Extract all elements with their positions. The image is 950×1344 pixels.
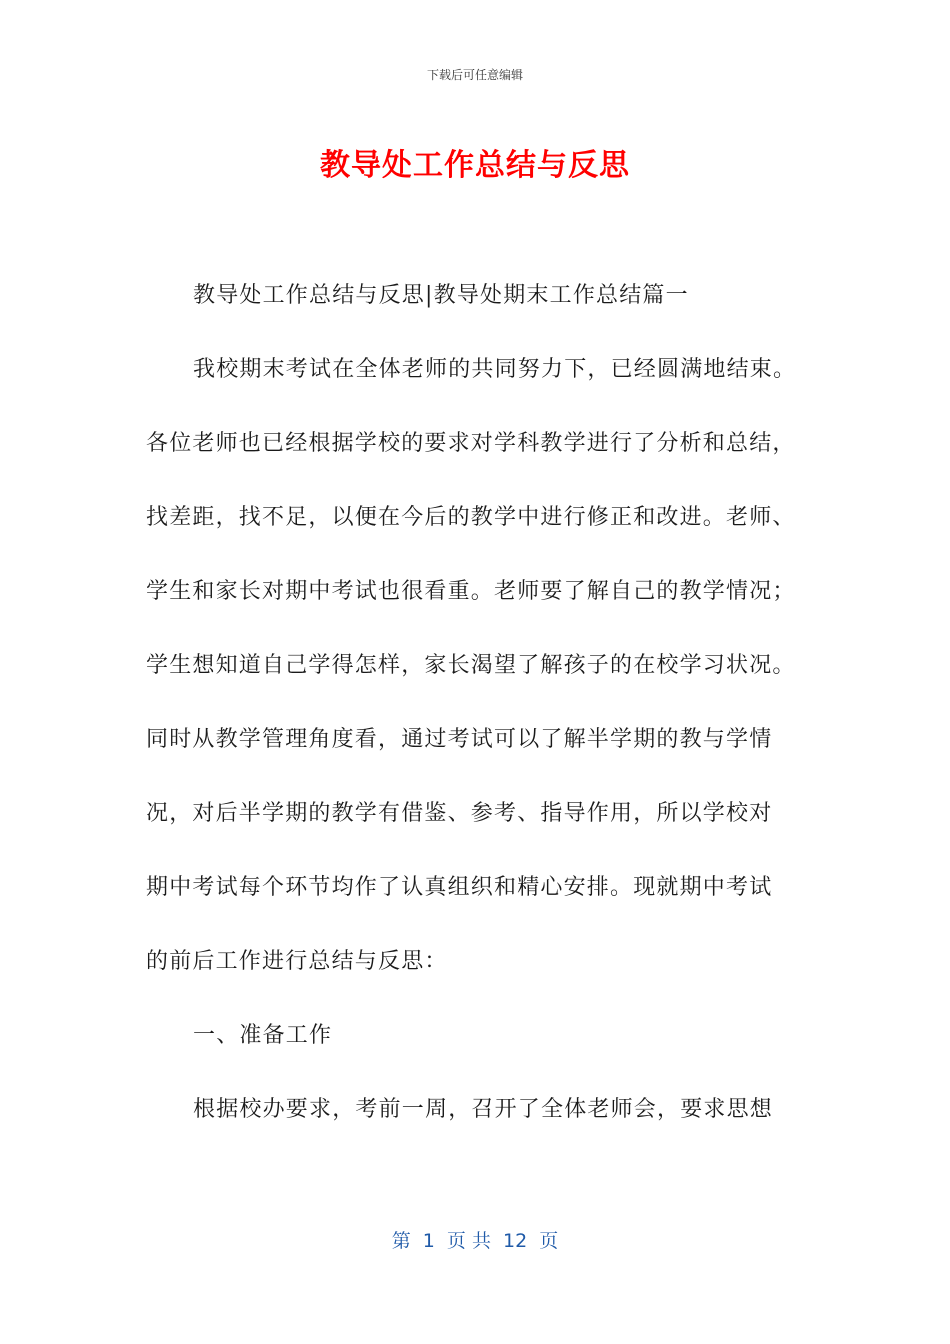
body-line: 我校期末考试在全体老师的共同努力下，已经圆满地结束。 bbox=[193, 357, 797, 382]
body-line: 同时从教学管理角度看，通过考试可以了解半学期的教与学情 bbox=[146, 727, 773, 752]
body-line: 学生想知道自己学得怎样，家长渴望了解孩子的在校学习状况。 bbox=[146, 653, 796, 678]
body-line: 期中考试每个环节均作了认真组织和精心安排。现就期中考试 bbox=[146, 875, 773, 900]
body-line: 教导处工作总结与反思|教导处期末工作总结篇一 bbox=[193, 283, 689, 308]
body-line: 各位老师也已经根据学校的要求对学科教学进行了分析和总结， bbox=[146, 431, 796, 456]
body-line: 的前后工作进行总结与反思： bbox=[146, 949, 448, 974]
section-heading: 一、准备工作 bbox=[193, 1023, 333, 1048]
body-line: 找差距，找不足，以便在今后的教学中进行修正和改进。老师、 bbox=[146, 505, 796, 530]
body-line: 学生和家长对期中考试也很看重。老师要了解自己的教学情况； bbox=[146, 579, 796, 604]
header-note: 下载后可任意编辑 bbox=[426, 68, 523, 82]
document-body bbox=[146, 278, 812, 1166]
document-title: 教导处工作总结与反思 bbox=[320, 148, 630, 183]
body-line: 根据校办要求，考前一周，召开了全体老师会，要求思想 bbox=[193, 1097, 774, 1122]
body-line: 况，对后半学期的教学有借鉴、参考、指导作用，所以学校对 bbox=[146, 801, 773, 826]
page-number-footer: 第 1 页 共 12 页 bbox=[391, 1230, 559, 1252]
